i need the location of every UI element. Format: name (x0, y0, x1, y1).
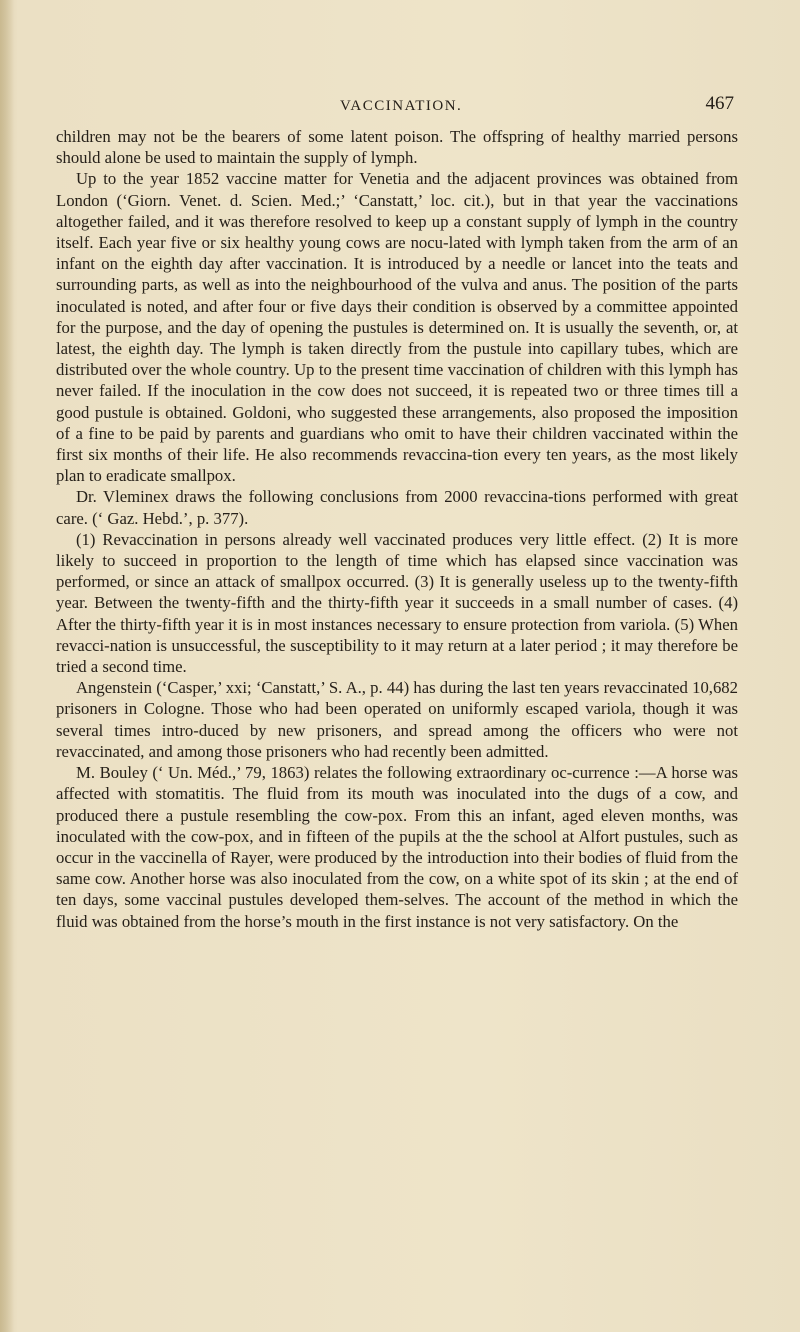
paragraph-venetia-vaccine: Up to the year 1852 vaccine matter for Venetia and the adjacent provinces was obtained from London (‘Giorn. Venet. d. Scien. Med.;’ ‘Canstatt,’ loc. cit.), but in that year the vaccinations altogether failed, and it was therefore resolved to keep up a constant supply of lymph in the country itself. Each year five or six healthy young cows are nocu-lated with lymph taken from the arm of an infant on the eighth day after vaccination. It is introduced by a needle or lancet into the teats and surrounding parts, as well as into the neighbourhood of the vulva and anus. The position of the parts inoculated is noted, and after four or five days their condition is observed by a committee appointed for the purpose, and the day of opening the pustules is determined on. It is usually the seventh, or, at latest, the eighth day. The lymph is taken directly from the pustule into capillary tubes, which are distributed over the whole country. Up to the present time vaccination of children with this lymph has never failed. If the inoculation in the cow does not succeed, it is repeated two or three times till a good pustule is obtained. Goldoni, who suggested these arrangements, also proposed the imposition of a fine to be paid by parents and guardians who omit to have their children vaccinated within the first six months of their life. He also recommends revaccina-tion every ten years, as the most likely plan to eradicate smallpox. (56, 169, 738, 486)
paragraph-vleminex-conclusions: (1) Revaccination in persons already well vaccinated produces very little effect. (2) It is more likely to succeed in proportion to the length of time which has elapsed since vaccination was performed, or since an attack of smallpox occurred. (3) It is generally useless up to the twenty-fifth year. Between the twenty-fifth and the thirty-fifth year it succeeds in a small number of cases. (4) After the thirty-fifth year it is in most instances necessary to ensure protection from variola. (5) When revacci-nation is unsuccessful, the susceptibility to it may return at a later period ; it may therefore be tried a second time. (56, 529, 738, 677)
paragraph-vleminex-intro: Dr. Vleminex draws the following conclusions from 2000 revaccina-tions performed with great care. (‘ Gaz. Hebd.’, p. 377). (56, 487, 738, 528)
page-number: 467 (705, 93, 734, 114)
running-head (0, 93, 800, 120)
text-body (56, 126, 738, 932)
running-title: VACCINATION. (340, 98, 463, 114)
paragraph-bouley: M. Bouley (‘ Un. Méd.,’ 79, 1863) relates the following extraordinary oc-currence :—A horse was affected with stomatitis. The fluid from its mouth was inoculated into the dugs of a cow, and produced there a pustule resembling the cow-pox. From this an infant, aged eleven months, was inoculated with the cow-pox, and in fifteen of the pupils at the the school at Alfort pustules, such as occur in the vaccinella of Rayer, were produced by the introduction into their bodies of fluid from the same cow. Another horse was also inoculated from the cow, on a white spot of its skin ; at the end of ten days, some vaccinal pustules developed them-selves. The account of the method in which the fluid was obtained from the horse’s mouth in the first instance is not very satisfactory. On the (56, 763, 738, 931)
spine-shadow (0, 0, 14, 1332)
paragraph-continuation: children may not be the bearers of some latent poison. The offspring of healthy married persons should alone be used to maintain the supply of lymph. (56, 127, 738, 168)
paragraph-angenstein: Angenstein (‘Casper,’ xxi; ‘Canstatt,’ S. A., p. 44) has during the last ten years revaccinated 10,682 prisoners in Cologne. Those who had been operated on uniformly escaped variola, though it was several times intro-duced by new prisoners, and spread among the officers who were not revaccinated, and among those prisoners who had recently been admitted. (56, 678, 738, 761)
